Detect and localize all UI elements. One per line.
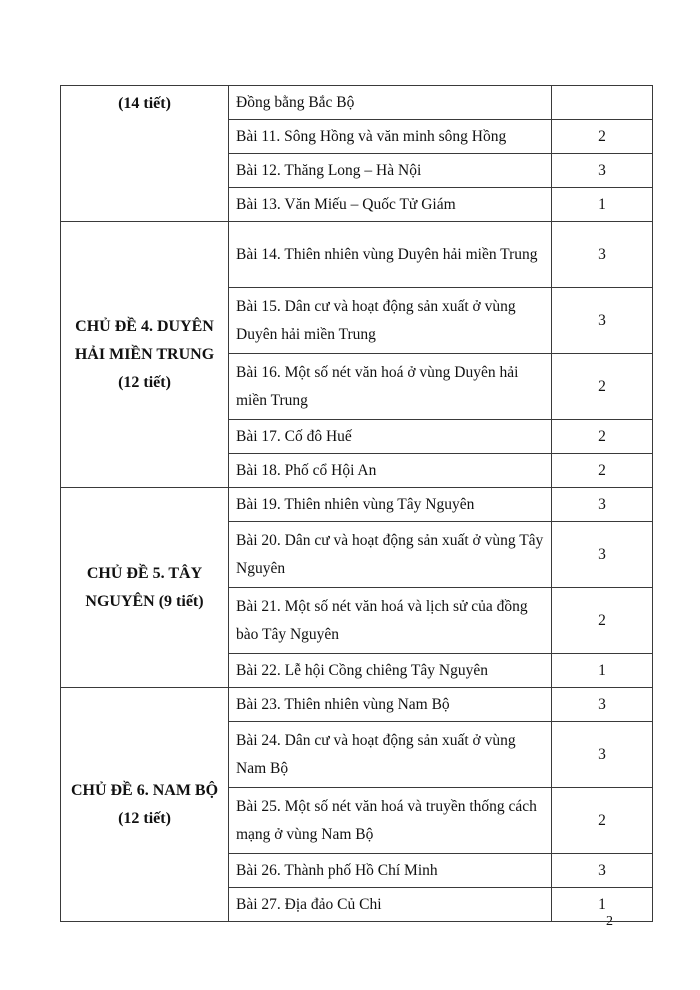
lesson-title: Bài 24. Dân cư và hoạt động sản xuất ở vùng Nam Bộ (229, 722, 552, 788)
topic-line: NGUYÊN (9 tiết) (85, 592, 204, 610)
lesson-periods: 1 (552, 188, 653, 222)
lesson-title: Bài 14. Thiên nhiên vùng Duyên hải miền Trung (229, 222, 552, 288)
topic-cell (61, 222, 229, 488)
lesson-periods: 3 (552, 722, 653, 788)
table-row (61, 688, 653, 722)
lesson-periods: 3 (552, 222, 653, 288)
topic-line: (12 tiết) (118, 809, 171, 827)
table-row (61, 86, 653, 120)
table-row (61, 222, 653, 288)
lesson-title: Bài 19. Thiên nhiên vùng Tây Nguyên (229, 488, 552, 522)
lesson-periods: 1 (552, 888, 653, 922)
lesson-title: Bài 15. Dân cư và hoạt động sản xuất ở vùng Duyên hải miền Trung (229, 288, 552, 354)
lesson-periods: 2 (552, 588, 653, 654)
lesson-periods: 2 (552, 120, 653, 154)
lesson-title: Bài 13. Văn Miếu – Quốc Tử Giám (229, 188, 552, 222)
lesson-periods: 3 (552, 522, 653, 588)
lesson-title: Bài 21. Một số nét văn hoá và lịch sử của đồng bào Tây Nguyên (229, 588, 552, 654)
topic-line: (12 tiết) (118, 373, 171, 391)
lesson-title: Đồng bằng Bắc Bộ (229, 86, 552, 120)
curriculum-table (60, 85, 653, 922)
lesson-title: Bài 12. Thăng Long – Hà Nội (229, 154, 552, 188)
lesson-periods: 2 (552, 420, 653, 454)
page-number: 2 (606, 914, 613, 929)
lesson-title: Bài 17. Cố đô Huế (229, 420, 552, 454)
topic-line: CHỦ ĐỀ 5. TÂY (86, 564, 203, 582)
lesson-periods: 2 (552, 354, 653, 420)
topic-line: (14 tiết) (118, 95, 171, 112)
lesson-title: Bài 25. Một số nét văn hoá và truyền thống cách mạng ở vùng Nam Bộ (229, 788, 552, 854)
topic-line: CHỦ ĐỀ 4. DUYÊN (75, 317, 214, 335)
lesson-periods: 1 (552, 654, 653, 688)
lesson-periods: 3 (552, 854, 653, 888)
lesson-title: Bài 26. Thành phố Hồ Chí Minh (229, 854, 552, 888)
lesson-title: Bài 22. Lễ hội Cồng chiêng Tây Nguyên (229, 654, 552, 688)
lesson-title: Bài 18. Phố cổ Hội An (229, 454, 552, 488)
topic-cell (61, 688, 229, 922)
lesson-periods: 3 (552, 154, 653, 188)
lesson-periods: 3 (552, 288, 653, 354)
topic-line: CHỦ ĐỀ 6. NAM BỘ (70, 781, 219, 799)
lesson-periods: 3 (552, 688, 653, 722)
lesson-title: Bài 11. Sông Hồng và văn minh sông Hồng (229, 120, 552, 154)
lesson-periods: 2 (552, 788, 653, 854)
lesson-title: Bài 20. Dân cư và hoạt động sản xuất ở vùng Tây Nguyên (229, 522, 552, 588)
lesson-title: Bài 16. Một số nét văn hoá ở vùng Duyên hải miền Trung (229, 354, 552, 420)
lesson-title: Bài 27. Địa đảo Củ Chi (229, 888, 552, 922)
table-row (61, 488, 653, 522)
topic-line: HẢI MIỀN TRUNG (74, 345, 215, 363)
lesson-title: Bài 23. Thiên nhiên vùng Nam Bộ (229, 688, 552, 722)
lesson-periods (552, 86, 653, 120)
topic-cell (61, 86, 229, 222)
lesson-periods: 3 (552, 488, 653, 522)
topic-cell (61, 488, 229, 688)
lesson-periods: 2 (552, 454, 653, 488)
